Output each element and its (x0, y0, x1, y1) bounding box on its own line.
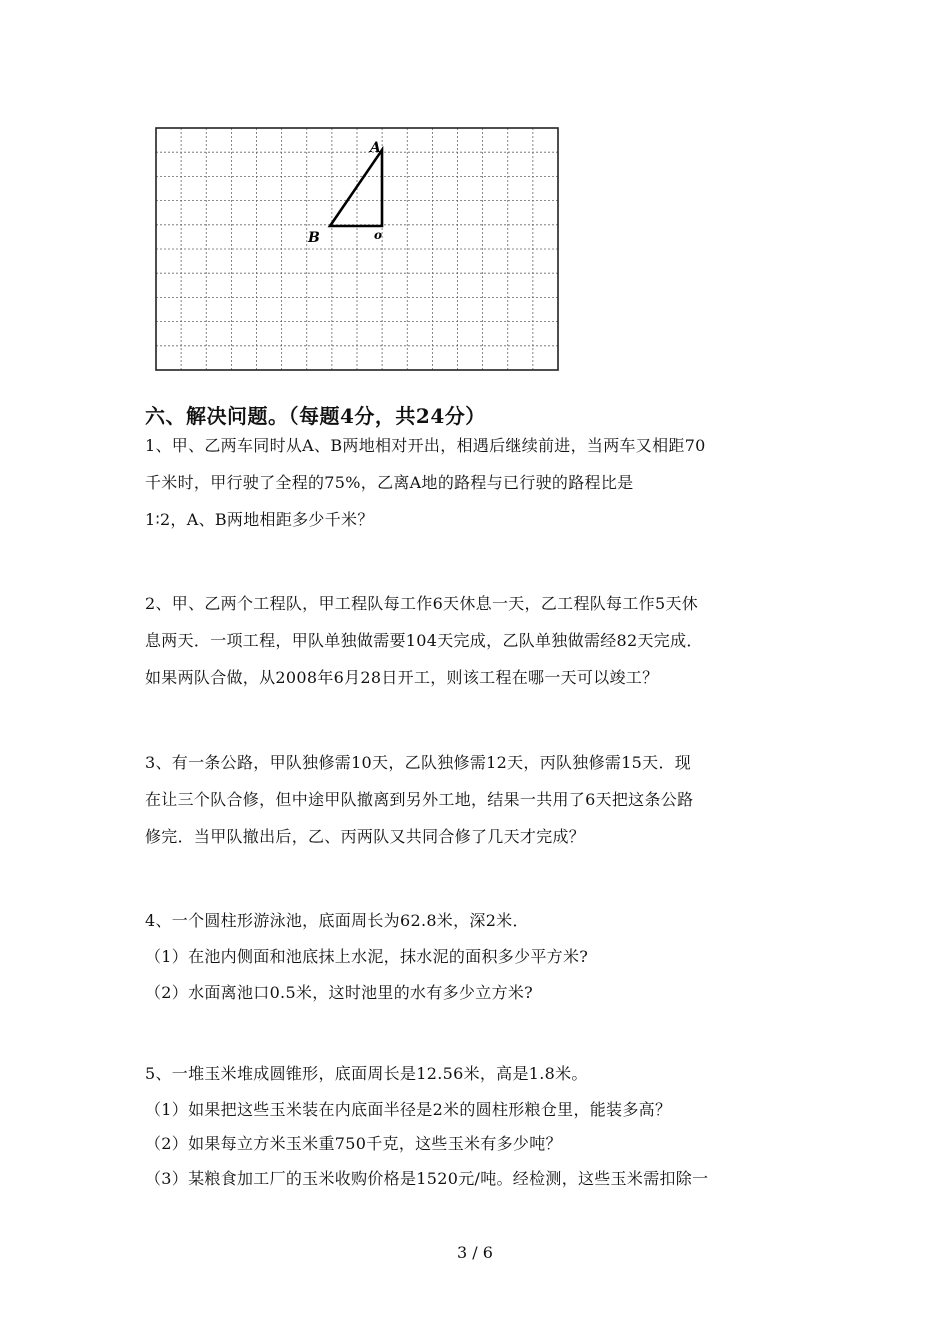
problem-5-sub-1: （1）如果把这些玉米装在内底面半径是2米的圆柱形粮仓里，能装多高？ (145, 1100, 672, 1119)
problem-2-line-2: 息两天．一项工程，甲队单独做需要104天完成，乙队单独做需经82天完成． (145, 631, 703, 650)
problem-4-sub-2: （2）水面离池口0.5米，这时池里的水有多少立方米? (145, 983, 534, 1002)
label-b: B (308, 230, 320, 246)
triangle-abo (330, 150, 382, 226)
problem-5-sub-2: （2）如果每立方米玉米重750千克，这些玉米有多少吨？ (145, 1134, 562, 1153)
section-title: 六、解决问题。（每题4分，共24分） (145, 404, 486, 428)
label-a: A (370, 140, 381, 156)
problem-3-line-2: 在让三个队合修，但中途甲队撤离到另外工地，结果一共用了6天把这条公路 (145, 790, 694, 809)
problem-1-line-1: 1、甲、乙两车同时从A、B两地相对开出，相遇后继续前进，当两车又相距70 (145, 436, 706, 455)
problem-2-line-3: 如果两队合做，从2008年6月28日开工，则该工程在哪一天可以竣工？ (145, 668, 659, 687)
grid-lines (156, 128, 558, 370)
problem-3-line-3: 修完．当甲队撤出后，乙、丙两队又共同合修了几天才完成？ (145, 827, 586, 846)
problem-2-line-1: 2、甲、乙两个工程队，甲工程队每工作6天休息一天，乙工程队每工作5天休 (145, 594, 699, 613)
problem-1-line-2: 千米时，甲行驶了全程的75%，乙离A地的路程与已行驶的路程比是 (145, 473, 634, 492)
page-number: 3 / 6 (457, 1243, 493, 1262)
label-o: o (374, 228, 383, 242)
problem-4-line-1: 4、一个圆柱形游泳池，底面周长为62.8米，深2米． (145, 911, 529, 930)
problem-5-sub-3: （3）某粮食加工厂的玉米收购价格是1520元/吨。经检测，这些玉米需扣除一 (145, 1169, 709, 1188)
problem-1-line-3: 1∶2，A、B两地相距多少千米？ (145, 510, 374, 529)
problem-3-line-1: 3、有一条公路，甲队独修需10天，乙队独修需12天，丙队独修需15天．现 (145, 753, 692, 772)
problem-5-line-1: 5、一堆玉米堆成圆锥形，底面周长是12.56米，高是1.8米。 (145, 1064, 588, 1083)
problem-4-sub-1: （1）在池内侧面和池底抹上水泥，抹水泥的面积多少平方米? (145, 947, 589, 966)
grid-figure (150, 122, 562, 374)
